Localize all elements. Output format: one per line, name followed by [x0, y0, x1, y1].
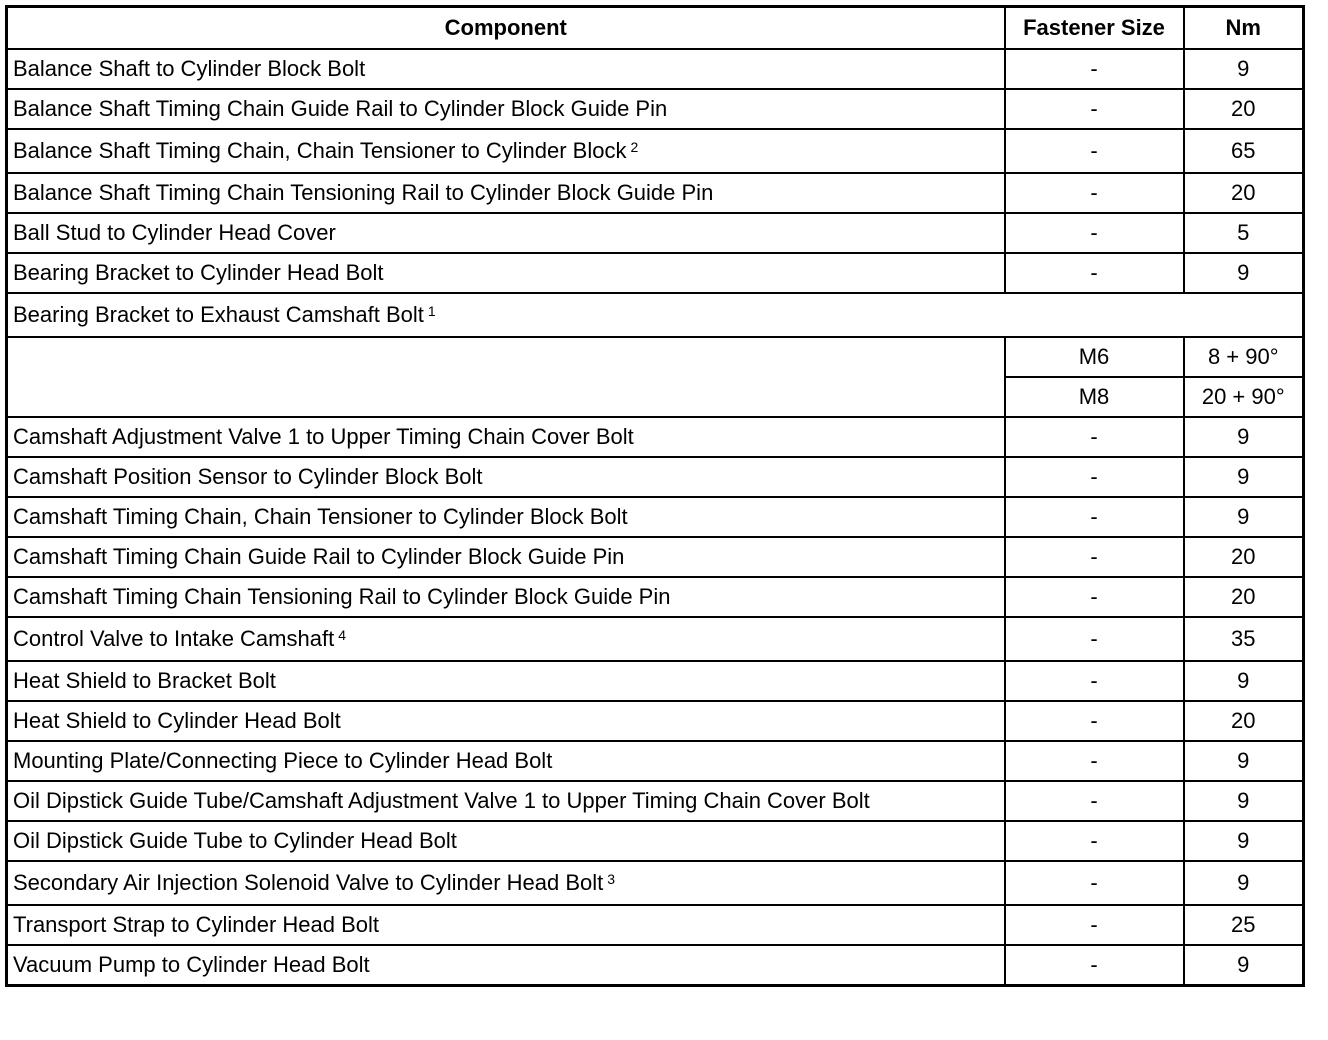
table-body-b [7, 417, 1304, 986]
fastener-size-cell: - [1005, 49, 1184, 89]
fastener-size-cell: - [1005, 945, 1184, 986]
header-row [7, 7, 1304, 50]
fastener-size-cell: - [1005, 213, 1184, 253]
table-row [7, 417, 1304, 457]
component-text: Bearing Bracket to Cylinder Head Bolt [13, 260, 384, 285]
sub-size-cell: M8 [1005, 377, 1184, 417]
table-row [7, 537, 1304, 577]
component-cell [7, 173, 1005, 213]
table-row [7, 781, 1304, 821]
component-text: Camshaft Position Sensor to Cylinder Block Bolt [13, 464, 483, 489]
component-text: Vacuum Pump to Cylinder Head Bolt [13, 952, 370, 977]
component-cell [7, 129, 1005, 173]
component-text: Oil Dipstick Guide Tube to Cylinder Head Bolt [13, 828, 457, 853]
component-text: Balance Shaft Timing Chain Tensioning Rail to Cylinder Block Guide Pin [13, 180, 714, 205]
nm-cell: 20 [1184, 537, 1304, 577]
component-cell [7, 781, 1005, 821]
component-text: Heat Shield to Bracket Bolt [13, 668, 276, 693]
nm-cell: 25 [1184, 905, 1304, 945]
fastener-size-cell: - [1005, 173, 1184, 213]
fastener-size-cell: - [1005, 861, 1184, 905]
nm-cell: 5 [1184, 213, 1304, 253]
table-row [7, 617, 1304, 661]
component-text: Camshaft Adjustment Valve 1 to Upper Timing Chain Cover Bolt [13, 424, 634, 449]
component-cell [7, 417, 1005, 457]
fastener-size-cell: - [1005, 417, 1184, 457]
nm-cell: 9 [1184, 661, 1304, 701]
component-cell [7, 741, 1005, 781]
fastener-size-cell: - [1005, 781, 1184, 821]
component-cell [7, 537, 1005, 577]
component-cell [7, 701, 1005, 741]
table-row [7, 253, 1304, 293]
table-row [7, 129, 1304, 173]
component-text: Balance Shaft to Cylinder Block Bolt [13, 56, 366, 81]
nm-cell: 9 [1184, 457, 1304, 497]
component-text: Heat Shield to Cylinder Head Bolt [13, 708, 341, 733]
fastener-size-cell: - [1005, 617, 1184, 661]
nm-cell: 9 [1184, 945, 1304, 986]
component-cell [7, 213, 1005, 253]
nm-cell: 20 [1184, 701, 1304, 741]
component-text: Transport Strap to Cylinder Head Bolt [13, 912, 380, 937]
component-cell [7, 617, 1005, 661]
table-row-sub [7, 337, 1304, 377]
nm-cell: 20 [1184, 89, 1304, 129]
table-row [7, 213, 1304, 253]
component-text: Oil Dipstick Guide Tube/Camshaft Adjustment Valve 1 to Upper Timing Chain Cover Bolt [13, 788, 870, 813]
component-text: Camshaft Timing Chain Tensioning Rail to Cylinder Block Guide Pin [13, 584, 671, 609]
component-text: Camshaft Timing Chain Guide Rail to Cylinder Block Guide Pin [13, 544, 625, 569]
component-cell [7, 89, 1005, 129]
table-row [7, 173, 1304, 213]
component-text: Mounting Plate/Connecting Piece to Cylinder Head Bolt [13, 748, 553, 773]
component-text: Balance Shaft Timing Chain, Chain Tensioner to Cylinder Block [13, 138, 627, 163]
footnote-marker: 3 [607, 871, 616, 887]
fastener-size-cell: - [1005, 129, 1184, 173]
fastener-size-cell: - [1005, 253, 1184, 293]
table-row [7, 701, 1304, 741]
component-cell [7, 661, 1005, 701]
component-cell [7, 945, 1005, 986]
nm-cell: 9 [1184, 417, 1304, 457]
table-body-a [7, 49, 1304, 293]
fastener-size-cell: - [1005, 905, 1184, 945]
nm-cell: 9 [1184, 497, 1304, 537]
table-row [7, 861, 1304, 905]
sub-nm-cell: 20 + 90° [1184, 377, 1304, 417]
fastener-size-cell: - [1005, 741, 1184, 781]
component-text: Secondary Air Injection Solenoid Valve to Cylinder Head Bolt [13, 870, 604, 895]
group-footnote: 1 [427, 303, 436, 319]
nm-cell: 20 [1184, 577, 1304, 617]
table-row [7, 661, 1304, 701]
group-component-cell [7, 293, 1304, 337]
header-nm: Nm [1184, 7, 1304, 50]
component-cell [7, 457, 1005, 497]
nm-cell: 9 [1184, 821, 1304, 861]
header-fastener-size: Fastener Size [1005, 7, 1184, 50]
empty-component-cell [7, 337, 1005, 417]
torque-spec-table [5, 5, 1305, 987]
table-row [7, 577, 1304, 617]
component-cell [7, 253, 1005, 293]
component-text: Ball Stud to Cylinder Head Cover [13, 220, 336, 245]
fastener-size-cell: - [1005, 661, 1184, 701]
table-row [7, 741, 1304, 781]
component-cell [7, 497, 1005, 537]
component-cell [7, 49, 1005, 89]
nm-cell: 9 [1184, 781, 1304, 821]
table-row [7, 945, 1304, 986]
fastener-size-cell: - [1005, 497, 1184, 537]
fastener-size-cell: - [1005, 701, 1184, 741]
nm-cell: 20 [1184, 173, 1304, 213]
header-component: Component [7, 7, 1005, 50]
nm-cell: 9 [1184, 253, 1304, 293]
table-row [7, 905, 1304, 945]
fastener-size-cell: - [1005, 537, 1184, 577]
sub-size-cell: M6 [1005, 337, 1184, 377]
table-row [7, 49, 1304, 89]
component-cell [7, 577, 1005, 617]
component-cell [7, 821, 1005, 861]
fastener-size-cell: - [1005, 457, 1184, 497]
nm-cell: 9 [1184, 741, 1304, 781]
table-row [7, 457, 1304, 497]
footnote-marker: 4 [338, 627, 346, 643]
nm-cell: 9 [1184, 861, 1304, 905]
sub-nm-cell: 8 + 90° [1184, 337, 1304, 377]
fastener-size-cell: - [1005, 577, 1184, 617]
component-cell [7, 905, 1005, 945]
nm-cell: 35 [1184, 617, 1304, 661]
fastener-size-cell: - [1005, 821, 1184, 861]
component-cell [7, 861, 1005, 905]
component-text: Balance Shaft Timing Chain Guide Rail to Cylinder Block Guide Pin [13, 96, 668, 121]
group-component-text: Bearing Bracket to Exhaust Camshaft Bolt [13, 302, 424, 327]
component-text: Control Valve to Intake Camshaft [13, 626, 335, 651]
fastener-size-cell: - [1005, 89, 1184, 129]
footnote-marker: 2 [630, 139, 639, 155]
component-text: Camshaft Timing Chain, Chain Tensioner to Cylinder Block Bolt [13, 504, 628, 529]
table-row [7, 821, 1304, 861]
nm-cell: 65 [1184, 129, 1304, 173]
nm-cell: 9 [1184, 49, 1304, 89]
table-row [7, 89, 1304, 129]
table-body-group [7, 293, 1304, 417]
table-row-group [7, 293, 1304, 337]
table-row [7, 497, 1304, 537]
